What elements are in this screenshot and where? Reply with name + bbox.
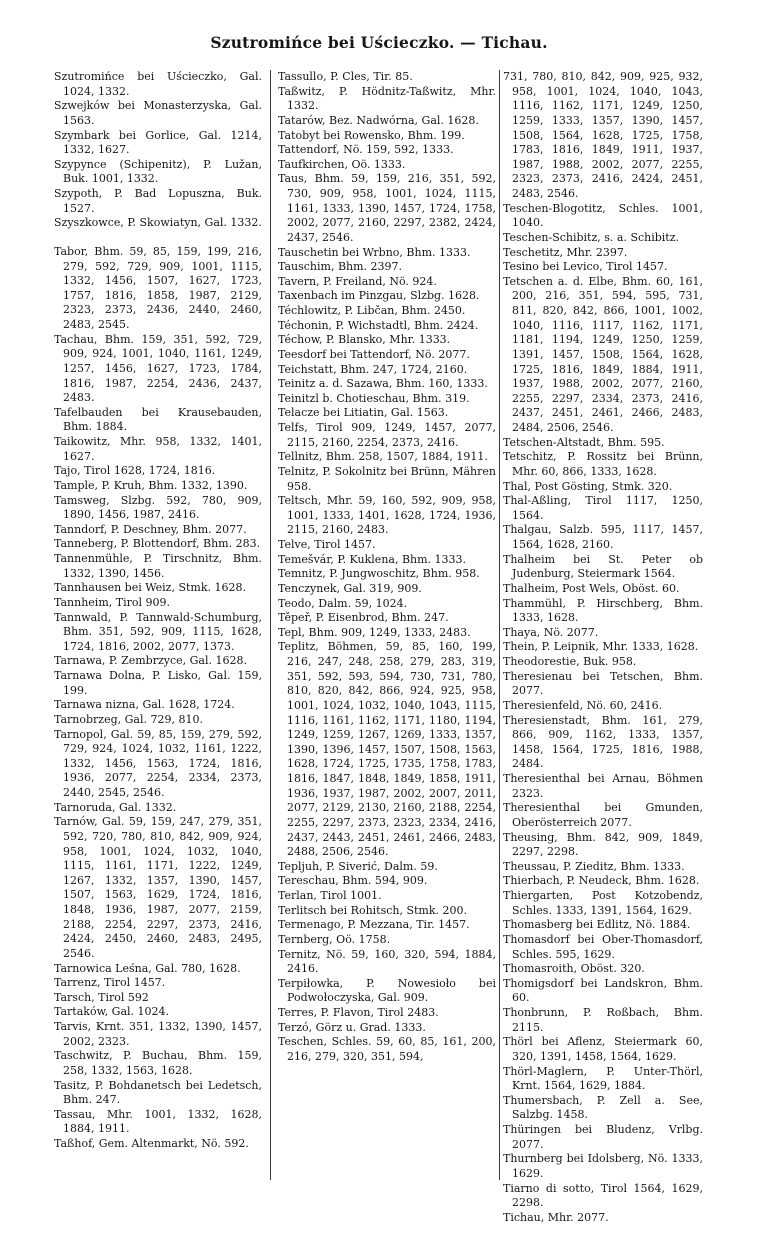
directory-entry: Theusing, Bhm. 842, 909, 1849, 2297, 2298. — [503, 830, 703, 859]
directory-entry: Telfs, Tirol 909, 1249, 1457, 2077, 2115, 2160, 2254, 2373, 2416. — [278, 421, 496, 449]
directory-entry: Thomasdorf bei Ober-Thomasdorf, Schles. 595, 1629. — [503, 932, 703, 961]
directory-entry: Szypoth, P. Bad Lopuszna, Buk. 1527. — [54, 187, 262, 215]
directory-entry: Thüringen bei Bludenz, Vrlbg. 2077. — [503, 1123, 703, 1151]
directory-entry: Tannenmühle, P. Tirschnitz, Bhm. 1332, 1390, 1456. — [54, 552, 262, 580]
directory-entry: Thörl bei Aflenz, Steiermark 60, 320, 1391, 1458, 1564, 1629. — [503, 1035, 703, 1063]
directory-entry: Telve, Tirol 1457. — [278, 538, 376, 551]
directory-entry: Telnitz, P. Sokolnitz bei Brünn, Mähren 958. — [278, 464, 496, 493]
directory-entry: Tanneberg, P. Blottendorf, Bhm. 283. — [54, 537, 261, 551]
directory-entry: Temnitz, P. Jungwoschitz, Bhm. 958. — [278, 567, 480, 581]
directory-entry: Těpeř, P. Eisenbrod, Bhm. 247. — [278, 611, 449, 625]
directory-entry: Téchow, P. Blansko, Mhr. 1333. — [278, 333, 451, 347]
directory-entry: Thierbach, P. Neudeck, Bhm. 1628. — [503, 874, 700, 888]
page-header: Szutromińce bei Uścieczko. — Tichau. — [210, 33, 548, 52]
directory-entry: Tetschen a. d. Elbe, Bhm. 60, 161, 200, 216, 351, 594, 595, 731, 811, 820, 842, 866, 1001, 1002, 1040, 1116, 1117, 1162, 1171, 1181, 1194, 1249, 1250, 1259, 1391, 1457, 1508, 1564, 1628, 1725, 1816, 1849, 1884, 1911, 1937, 1988, 2002, 2077, 2160, 2255, 2297, 2334, 2373, 2416, 2437, 2451, 2461, 2466, 2483, 2484, 2506, 2546. — [503, 274, 703, 434]
directory-entry: Teinitzl b. Chotieschau, Bhm. 319. — [278, 391, 470, 405]
directory-entry: Tauschetin bei Wrbno, Bhm. 1333. — [278, 245, 471, 259]
directory-entry: 731, 780, 810, 842, 909, 925, 932, 958, 1001, 1024, 1040, 1043, 1116, 1162, 1171, 1249, 1250, 1259, 1333, 1357, 1390, 1457, 1508, 1564, 1628, 1725, 1758, 1783, 1816, 1849, 1911, 1937, 1987, 1988, 2002, 2077, 2255, 2323, 2373, 2416, 2424, 2451, 2483, 2546. — [503, 70, 703, 200]
directory-entry: Taufkirchen, Oö. 1333. — [278, 157, 406, 171]
directory-entry: Ternberg, Oö. 1758. — [278, 932, 391, 946]
directory-entry: Tarnawa nizna, Gal. 1628, 1724. — [54, 698, 235, 712]
directory-entry: Thörl-Maglern, P. Unter-Thörl, Krnt. 1564, 1629, 1884. — [503, 1064, 703, 1093]
directory-entry: Thein, P. Leipnik, Mhr. 1333, 1628. — [503, 640, 699, 654]
directory-entry: Theresienthal bei Arnau, Böhmen 2323. — [503, 772, 703, 800]
directory-entry: Taikowitz, Mhr. 958, 1332, 1401, 1627. — [54, 435, 262, 463]
directory-entry: Tarnów, Gal. 59, 159, 247, 279, 351, 592, 720, 780, 810, 842, 909, 924, 958, 1001, 1024, 1032, 1040, 1115, 1161, 1171, 1222, 1249, 1267, 1332, 1357, 1390, 1457, 1507, 1563, 1629, 1724, 1816, 1848, 1936, 1987, 2077, 2159, 2188, 2254, 2297, 2373, 2416, 2424, 2450, 2460, 2483, 2495, 2546. — [54, 815, 262, 960]
directory-entry: Tarnawa, P. Zembrzyce, Gal. 1628. — [54, 654, 247, 668]
directory-entry: Tepljuh, P. Siverić, Dalm. 59. — [278, 859, 438, 873]
directory-entry: Theussau, P. Zieditz, Bhm. 1333. — [503, 859, 685, 873]
directory-entry: Thomasberg bei Edlitz, Nö. 1884. — [503, 918, 691, 932]
directory-entry: Tiarno di sotto, Tirol 1564, 1629, 2298. — [503, 1181, 703, 1210]
directory-entry: Tellnitz, Bhm. 258, 1507, 1884, 1911. — [278, 450, 488, 464]
directory-entry: Tarnowica Leśna, Gal. 780, 1628. — [54, 961, 241, 975]
column-3 — [503, 70, 703, 1225]
directory-entry: Tartaków, Gal. 1024. — [54, 1005, 170, 1019]
directory-entry: Tannheim, Tirol 909. — [54, 595, 170, 609]
directory-entry: Taus, Bhm. 59, 159, 216, 351, 592, 730, 909, 958, 1001, 1024, 1115, 1161, 1333, 1390, 1457, 1724, 1758, 2002, 2077, 2160, 2297, 2382, 2424, 2437, 2546. — [278, 172, 496, 244]
directory-entry: Taxenbach im Pinzgau, Slzbg. 1628. — [278, 289, 480, 303]
directory-entry: Tatobyt bei Rowensko, Bhm. 199. — [278, 128, 465, 142]
directory-entry: Téchlowitz, P. Libčan, Bhm. 2450. — [278, 304, 466, 317]
directory-entry: Terlan, Tirol 1001. — [278, 889, 382, 902]
directory-entry: Temešvár, P. Kuklena, Bhm. 1333. — [278, 552, 467, 566]
directory-entry: Tannhausen bei Weiz, Stmk. 1628. — [54, 581, 247, 595]
directory-entry: Tarnopol, Gal. 59, 85, 159, 279, 592, 729, 924, 1024, 1032, 1161, 1222, 1332, 1456, 1563, 1724, 1816, 1936, 2077, 2254, 2334, 2373, 2440, 2545, 2546. — [54, 727, 262, 799]
directory-entry: Thalgau, Salzb. 595, 1117, 1457, 1564, 1628, 2160. — [503, 523, 703, 551]
directory-entry: Teplitz, Böhmen, 59, 85, 160, 199, 216, 247, 248, 258, 279, 283, 319, 351, 592, 593, 594, 730, 731, 780, 810, 820, 842, 866, 924, 925, 958, 1001, 1024, 1032, 1040, 1043, 1115, 1116, 1161, 1162, 1171, 1180, 1194, 1249, 1259, 1267, 1269, 1333, 1357, 1390, 1396, 1457, 1507, 1508, 1563, 1628, 1724, 1725, 1735, 1758, 1783, 1816, 1847, 1848, 1849, 1858, 1911, 1936, 1937, 1987, 2002, 2007, 2011, 2077, 2129, 2130, 2160, 2188, 2254, 2255, 2297, 2373, 2323, 2334, 2416, 2437, 2443, 2451, 2461, 2466, 2483, 2488, 2506, 2546. — [278, 640, 496, 859]
directory-entry: Teichstatt, Bhm. 247, 1724, 2160. — [278, 362, 468, 376]
directory-entry: Tassullo, P. Cles, Tir. 85. — [278, 70, 413, 83]
directory-entry: Tesino bei Levico, Tirol 1457. — [503, 260, 668, 274]
directory-entry: Thomasroith, Oböst. 320. — [503, 962, 645, 976]
directory-entry: Thalheim, Post Wels, Oböst. 60. — [503, 581, 680, 595]
directory-entry: Termenago, P. Mezzana, Tir. 1457. — [278, 918, 470, 932]
directory-entry: Teesdorf bei Tattendorf, Nö. 2077. — [278, 347, 470, 361]
directory-entry: Téchonin, P. Wichstadtl, Bhm. 2424. — [278, 318, 479, 332]
directory-entry: Theresienthal bei Gmunden, Oberösterreich 2077. — [503, 801, 703, 829]
directory-entry: Taßhof, Gem. Altenmarkt, Nö. 592. — [54, 1137, 249, 1150]
column-1 — [54, 70, 262, 1152]
directory-entry: Telacze bei Litiatin, Gal. 1563. — [278, 406, 449, 420]
directory-entry: Thiergarten, Post Kotzobendz, Schles. 1333, 1391, 1564, 1629. — [503, 889, 703, 917]
directory-entry: Tafelbauden bei Krausebauden, Bhm. 1884. — [54, 405, 262, 434]
directory-entry: Ternitz, Nö. 59, 160, 320, 594, 1884, 2416. — [278, 947, 496, 976]
directory-entry: Terres, P. Flavon, Tirol 2483. — [278, 1006, 439, 1019]
directory-entry: Tachau, Bhm. 159, 351, 592, 729, 909, 924, 1001, 1040, 1161, 1249, 1257, 1456, 1627, 1723, 1784, 1816, 1987, 2254, 2436, 2437, 2483. — [54, 332, 262, 405]
directory-entry: Teschen-Schibitz, s. a. Schibitz. — [503, 230, 680, 244]
directory-entry: Tereschau, Bhm. 594, 909. — [278, 874, 428, 888]
directory-entry: Tabor, Bhm. 59, 85, 159, 199, 216, 279, 592, 729, 909, 1001, 1115, 1332, 1456, 1507, 1627, 1723, 1757, 1816, 1858, 1987, 2129, 2323, 2373, 2436, 2440, 2460, 2483, 2545. — [54, 244, 262, 331]
directory-entry: Tepl, Bhm. 909, 1249, 1333, 2483. — [278, 625, 471, 639]
directory-entry: Theresienau bei Tetschen, Bhm. 2077. — [503, 669, 703, 698]
column-divider — [270, 70, 271, 1180]
directory-entry: Teodo, Dalm. 59, 1024. — [278, 596, 408, 610]
directory-entry: Teschetitz, Mhr. 2397. — [503, 245, 628, 259]
directory-entry: Tenczynek, Gal. 319, 909. — [278, 581, 422, 595]
directory-entry: Teschen-Blogotitz, Schles. 1001, 1040. — [503, 201, 703, 230]
directory-entry: Thumersbach, P. Zell a. See, Salzbg. 1458. — [503, 1093, 703, 1122]
directory-entry: Tarsch, Tirol 592 — [54, 990, 149, 1004]
directory-entry: Thal-Aßling, Tirol 1117, 1250, 1564. — [503, 494, 703, 522]
directory-entry: Thonbrunn, P. Roßbach, Bhm. 2115. — [503, 1006, 703, 1034]
directory-entry: Thalheim bei St. Peter ob Judenburg, Steiermark 1564. — [503, 552, 703, 581]
directory-entry: Tajo, Tirol 1628, 1724, 1816. — [54, 464, 216, 478]
directory-entry: Teltsch, Mhr. 59, 160, 592, 909, 958, 1001, 1333, 1401, 1628, 1724, 1936, 2115, 2160, 2483. — [278, 494, 496, 537]
directory-entry: Szutromińce bei Uścieczko, Gal. 1024, 1332. — [54, 70, 262, 98]
directory-entry: Thammühl, P. Hirschberg, Bhm. 1333, 1628. — [503, 596, 703, 625]
directory-entry: Theodorestie, Buk. 958. — [503, 655, 637, 668]
column-2 — [278, 70, 496, 1065]
directory-entry: Tauschim, Bhm. 2397. — [278, 260, 403, 274]
directory-entry: Tichau, Mhr. 2077. — [503, 1210, 609, 1224]
directory-entry: Taschwitz, P. Buchau, Bhm. 159, 258, 1332, 1563, 1628. — [54, 1049, 262, 1077]
directory-entry: Szyszkowce, P. Skowiatyn, Gal. 1332. — [54, 216, 262, 230]
directory-entry: Tavern, P. Freiland, Nö. 924. — [278, 274, 437, 288]
directory-entry: Thal, Post Gösting, Stmk. 320. — [503, 479, 673, 493]
directory-entry: Thurnberg bei Idolsberg, Nö. 1333, 1629. — [503, 1152, 703, 1180]
directory-entry: Tetschitz, P. Rossitz bei Brünn, Mhr. 60, 866, 1333, 1628. — [503, 450, 703, 478]
directory-entry: Theresienfeld, Nö. 60, 2416. — [503, 698, 663, 712]
directory-entry: Szypynce (Schipenitz), P. Lužan, Buk. 1001, 1332. — [54, 157, 262, 186]
directory-entry: Tamsweg, Slzbg. 592, 780, 909, 1890, 1456, 1987, 2416. — [54, 493, 262, 522]
directory-entry: Tetschen-Altstadt, Bhm. 595. — [503, 435, 665, 449]
directory-entry: Tattendorf, Nö. 159, 592, 1333. — [278, 143, 454, 157]
directory-entry: Tarrenz, Tirol 1457. — [54, 976, 166, 990]
directory-entry: Tanndorf, P. Deschney, Bhm. 2077. — [54, 522, 247, 536]
directory-entry: Taßwitz, P. Hödnitz-Taßwitz, Mhr. 1332. — [278, 84, 496, 113]
directory-entry: Teschen, Schles. 59, 60, 85, 161, 200, 216, 279, 320, 351, 594, — [278, 1035, 496, 1063]
directory-entry: Szymbark bei Gorlice, Gal. 1214, 1332, 1627. — [54, 128, 262, 157]
directory-entry: Tatarów, Bez. Nadwórna, Gal. 1628. — [278, 113, 479, 127]
directory-entry: Tarnobrzeg, Gal. 729, 810. — [54, 712, 203, 726]
directory-entry: Terlitsch bei Rohitsch, Stmk. 200. — [278, 903, 468, 917]
directory-entry: Tarnawa Dolna, P. Lisko, Gal. 159, 199. — [54, 669, 262, 697]
directory-entry: Tample, P. Kruh, Bhm. 1332, 1390. — [54, 478, 248, 492]
directory-entry: Tarvis, Krnt. 351, 1332, 1390, 1457, 2002, 2323. — [54, 1020, 262, 1048]
directory-entry: Szwejków bei Monasterzyska, Gal. 1563. — [54, 99, 262, 127]
directory-entry: Terpiłowka, P. Nowesioło bei Podwołoczyska, Gal. 909. — [278, 976, 496, 1005]
directory-entry: Tassau, Mhr. 1001, 1332, 1628, 1884, 1911. — [54, 1107, 262, 1136]
directory-entry: Theresienstadt, Bhm. 161, 279, 866, 909, 1162, 1333, 1357, 1458, 1564, 1725, 1816, 1988, 2484. — [503, 713, 703, 771]
directory-entry: Tasitz, P. Bohdanetsch bei Ledetsch, Bhm. 247. — [54, 1078, 262, 1107]
directory-entry: Thaya, Nö. 2077. — [503, 625, 599, 639]
column-divider — [499, 70, 500, 1180]
directory-entry: Tannwald, P. Tannwald-Schumburg, Bhm. 351, 592, 909, 1115, 1628, 1724, 1816, 2002, 2077, 1373. — [54, 610, 262, 653]
directory-entry: Tarnoruda, Gal. 1332. — [54, 800, 177, 814]
directory-entry: Terzó, Görz u. Grad. 1333. — [278, 1020, 426, 1034]
directory-entry: Thomigsdorf bei Landskron, Bhm. 60. — [503, 976, 703, 1005]
directory-entry: Teinitz a. d. Sazawa, Bhm. 160, 1333. — [278, 377, 488, 391]
